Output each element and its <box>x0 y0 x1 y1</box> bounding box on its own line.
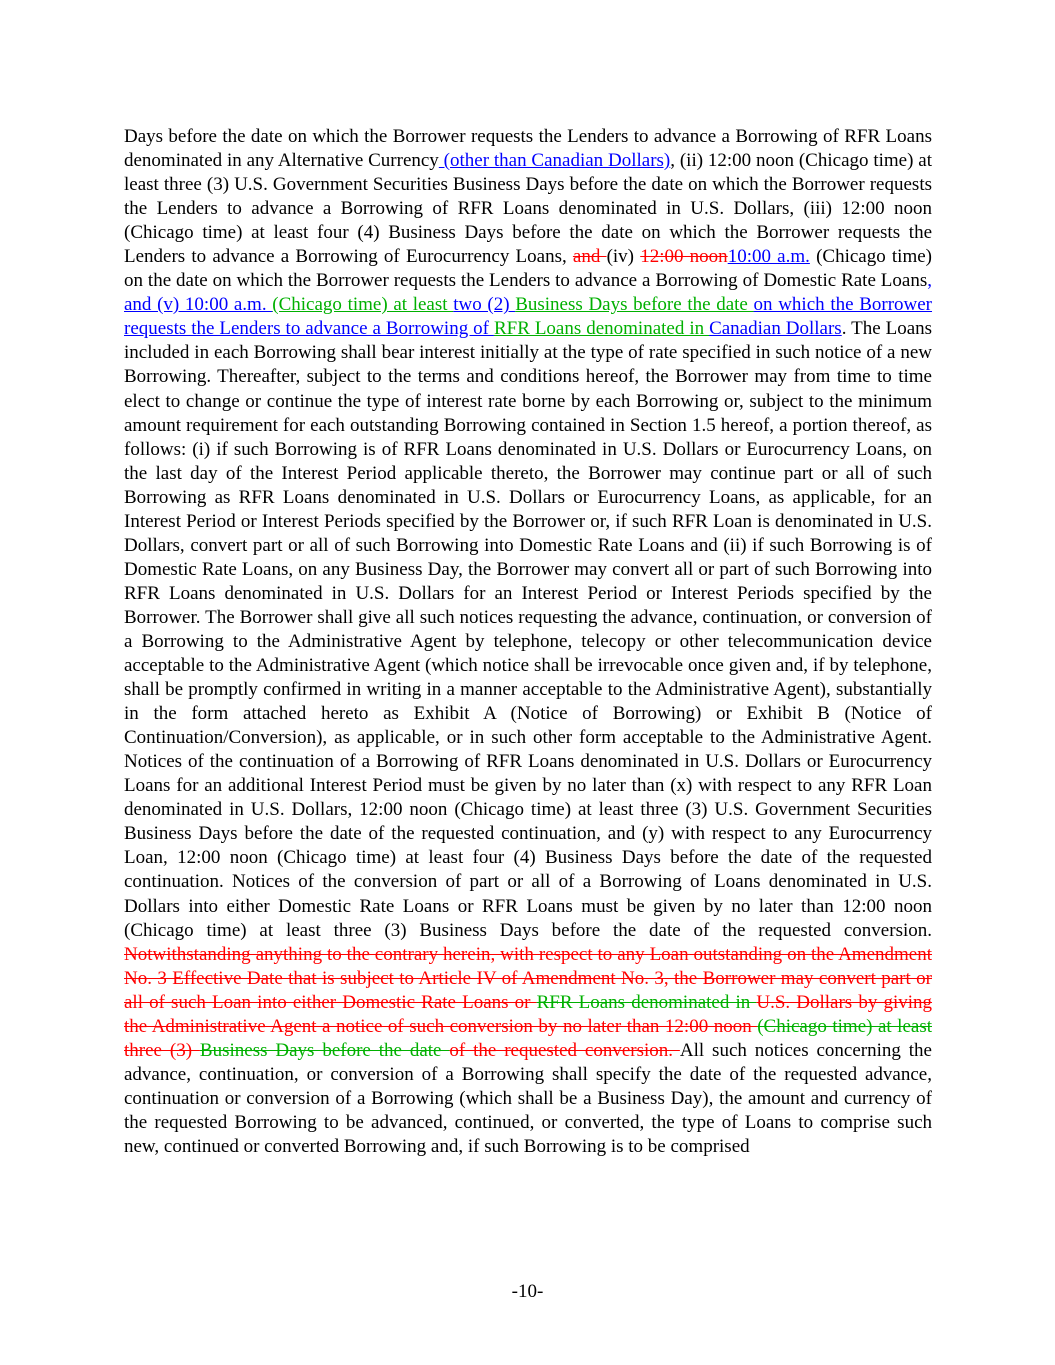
inserted-text: on which the Borrower requests the Lenders to advance a Borrowing of <box>124 294 933 340</box>
normal-text: . The Loans included in each Borrowing shall bear interest initially at the type of rate specified in such notice of a new Borrowing. Thereafter, subject to the terms and conditions hereof, the Borrower may from time to time elect to change or continue the type of interest rate borne by each Borrowing or, subject to the minimum amount requirement for each outstanding Borrowing contained in Section 1.5 hereof, a portion thereof, as follows: (i) if such Borrowing is of RFR Loans denominated in U.S. Dollars or Eurocurrency Loans, on the last day of the Interest Period applicable thereto, the Borrower may continue part or all of such Borrowing as RFR Loans denominated in U.S. Dollars or Eurocurrency Loans, as applicable, for an Interest Period or Interest Periods specified by the Borrower or, if such RFR Loan is denominated in U.S. Dollars, convert part or all of such Borrowing into Domestic Rate Loans and (ii) if such Borrowing is of Domestic Rate Loans, on any Business Day, the Borrower may convert all or part of such Borrowing into RFR Loans denominated in U.S. Dollars for an Interest Period or Interest Periods specified by the Borrower. The Borrower shall give all such notices requesting the advance, continuation, or conversion of a Borrowing to the Administrative Agent by telephone, telecopy or other telecommunication device acceptable to the Administrative Agent (which notice shall be irrevocable once given and, if by telephone, shall be promptly confirmed in writing in a manner acceptable to the Administrative Agent), substantially in the form attached hereto as Exhibit A (Notice of Borrowing) or Exhibit B (Notice of Continuation/Conversion), as applicable, or in such other form acceptable to the Administrative Agent. Notices of the continuation of a Borrowing of RFR Loans denominated in U.S. Dollars or Eurocurrency Loans for an additional Interest Period must be given by no later than (x) with respect to any RFR Loan denominated in U.S. Dollars, 12:00 noon (Chicago time) at least three (3) U.S. Government Securities Business Days before the date of the requested continuation, and (y) with respect to any Eurocurrency Loan, 12:00 noon (Chicago time) at least four (4) Business Days before the date of the requested continuation. Notices of the conversion of part or all of a Borrowing of Loans denominated in U.S. Dollars into either Domestic Rate Loans or RFR Loans must be given by no later than 12:00 noon (Chicago time) at least three (3) Business Days before the date of the requested conversion. <box>124 318 933 941</box>
normal-text: All such notices concerning the advance, continuation, or conversion of a Borrowing shall specify the date of the requested advance, continuation or conversion of a Borrowing (which shall be a Business Day), the amount and currency of the requested Borrowing to be advanced, continued, or converted, the type of Loans to comprise such new, continued or converted Borrowing and, if such Borrowing is to be comprised <box>124 1039 932 1157</box>
moved-deleted-text: RFR Loans denominated in <box>536 991 757 1013</box>
page-number: -10- <box>511 1281 544 1302</box>
deleted-text: U.S. Dollars by giving the Administrative Agent a notice of such conversion by no later than 12:00 noon <box>124 991 933 1037</box>
inserted-text: two (2) <box>453 294 516 316</box>
moved-deleted-text: Business Days before the date <box>199 1039 450 1061</box>
inserted-text: (other than Canadian Dollars) <box>438 150 671 172</box>
moved-inserted-text: Business Days before the date <box>515 294 754 316</box>
inserted-text: Canadian Dollars <box>709 318 842 340</box>
body-paragraph <box>124 125 932 1159</box>
normal-text: (Chicago time) on the date on which the Borrower requests the Lenders to advance a Borrowing of Domestic Rate Loans <box>124 246 933 292</box>
deleted-text: three (3) <box>124 1039 200 1061</box>
moved-deleted-text: (Chicago time) at least <box>757 1015 932 1037</box>
normal-text: Days before the date on which the Borrower requests the Lenders to advance a Borrowing of RFR Loans denominated in any Alternative Currency <box>124 126 932 172</box>
inserted-text: , and (v) 10:00 a.m. <box>124 270 932 316</box>
inserted-text: 10:00 a.m. <box>727 246 810 268</box>
deleted-text: 12:00 noon <box>640 246 728 268</box>
deleted-text: of the requested conversion. <box>449 1039 680 1061</box>
moved-inserted-text: RFR Loans denominated in <box>493 318 710 340</box>
normal-text: , (ii) 12:00 noon (Chicago time) at least three (3) U.S. Government Securities Business Days before the date on which the Borrower requests the Lenders to advance a Borrowing of RFR Loans denominated in U.S. Dollars, (iii) 12:00 noon (Chicago time) at least four (4) Business Days before the date on which the Borrower requests the Lenders to advance a Borrowing of Eurocurrency Loans, <box>124 150 932 268</box>
normal-text: (iv) <box>606 246 641 268</box>
deleted-text: and <box>572 246 607 268</box>
moved-inserted-text: (Chicago time) at least <box>272 294 454 316</box>
deleted-text: Notwithstanding anything to the contrary herein, with respect to any Loan outstanding on the Amendment No. 3 Effective Date that is subject to Article IV of Amendment No. 3, the Borrower may convert part or all of such Loan into either Domestic Rate Loans or <box>124 943 932 1013</box>
